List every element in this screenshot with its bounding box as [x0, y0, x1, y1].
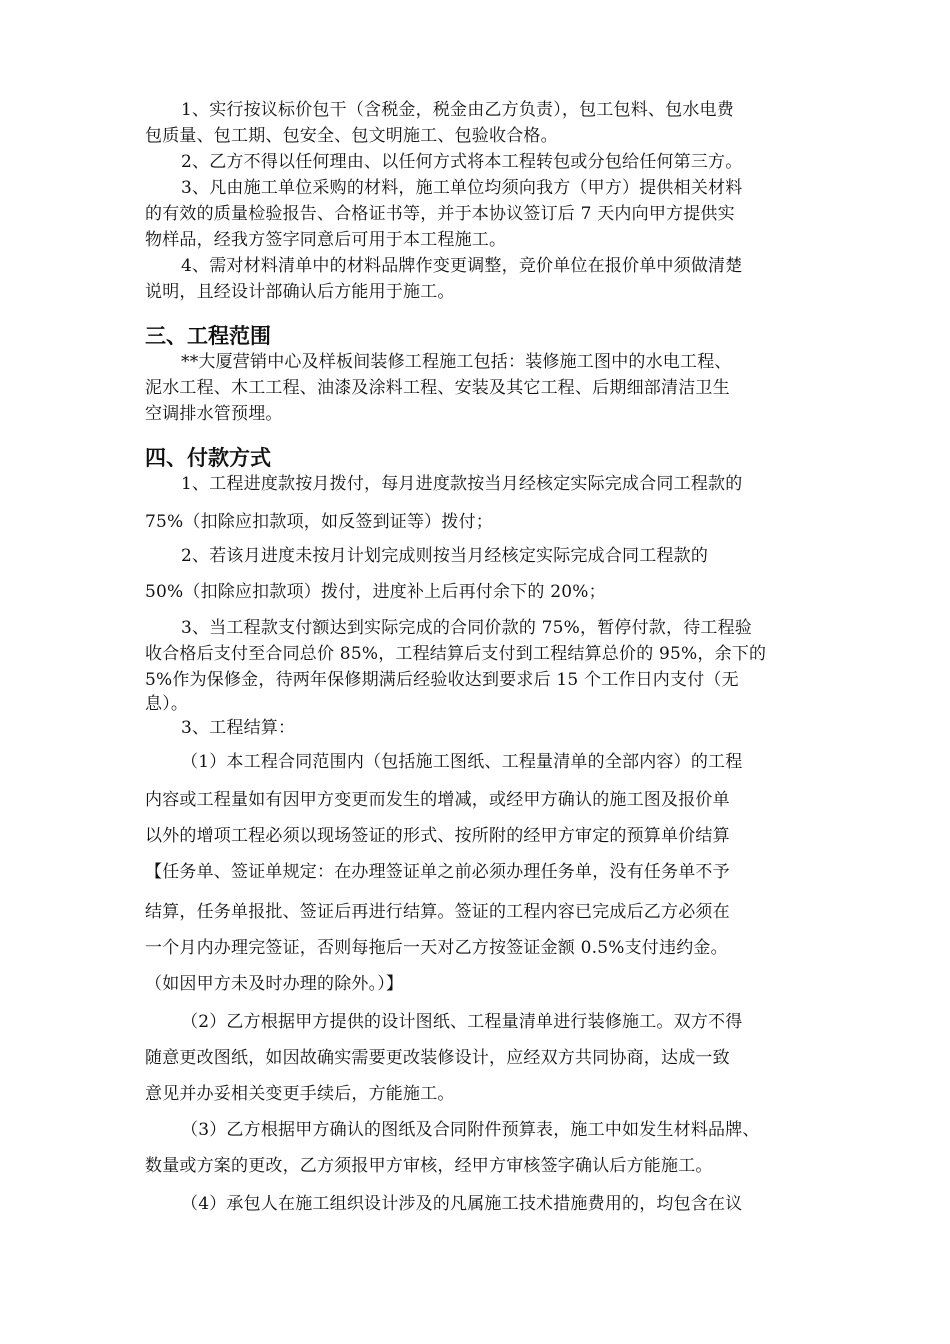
scope-line-2: 泥水工程、木工工程、油漆及涂料工程、安装及其它工程、后期细部清洁卫生 [145, 378, 730, 398]
settlement-2-line-2: 随意更改图纸，如因故确实需要更改装修设计，应经双方共同协商，达成一致 [145, 1048, 730, 1068]
payment-line-7: 5%作为保修金，待两年保修期满后经验收达到要求后 15 个工作日内支付（无 [145, 670, 739, 690]
section-heading-scope: 三、工程范围 [145, 324, 271, 348]
payment-line-3: 2、若该月进度未按月计划完成则按当月经核定实际完成合同工程款的 [181, 546, 709, 566]
scope-line-3: 空调排水管预埋。 [145, 404, 283, 424]
payment-line-5: 3、当工程款支付额达到实际完成的合同价款的 75%，暂停付款，待工程验 [181, 618, 753, 638]
settlement-heading: 3、工程结算： [181, 718, 296, 738]
payment-line-8: 息）。 [145, 694, 189, 714]
scope-line-1: **大厦营销中心及样板间装修工程施工包括：装修施工图中的水电工程、 [181, 352, 732, 372]
settlement-2-line-3: 意见并办妥相关变更手续后，方能施工。 [145, 1084, 455, 1104]
settlement-4-line-1: （4）承包人在施工组织设计涉及的凡属施工技术措施费用的，均包含在议 [181, 1194, 743, 1214]
clause-3-line-2: 的有效的质量检验报告、合格证书等，并于本协议签订后 7 天内向甲方提供实 [145, 204, 735, 224]
payment-line-6: 收合格后支付至合同总价 85%，工程结算后支付到工程结算总价的 95%，余下的 [145, 644, 767, 664]
section-heading-payment: 四、付款方式 [145, 446, 271, 470]
settlement-1-line-7: （如因甲方未及时办理的除外。）】 [145, 974, 404, 994]
clause-2-line-1: 2、乙方不得以任何理由、以任何方式将本工程转包或分包给任何第三方。 [181, 152, 743, 172]
settlement-3-line-1: （3）乙方根据甲方确认的图纸及合同附件预算表，施工中如发生材料品牌、 [181, 1120, 760, 1140]
clause-4-line-2: 说明，且经设计部确认后方能用于施工。 [145, 282, 455, 302]
payment-line-1: 1、工程进度款按月拨付，每月进度款按当月经核定实际完成合同工程款的 [181, 474, 743, 494]
payment-line-2: 75%（扣除应扣款项，如反签到证等）拨付； [145, 512, 493, 532]
clause-1-line-1: 1、实行按议标价包干（含税金，税金由乙方负责），包工包料、包水电费 [181, 100, 734, 120]
settlement-1-line-2: 内容或工程量如有因甲方变更而发生的增减，或经甲方确认的施工图及报价单 [145, 790, 730, 810]
settlement-1-line-6: 一个月内办理完签证，否则每拖后一天对乙方按签证金额 0.5%支付违约金。 [145, 938, 728, 958]
clause-4-line-1: 4、需对材料清单中的材料品牌作变更调整，竞价单位在报价单中须做清楚 [181, 256, 743, 276]
settlement-1-line-4: 【任务单、签证单规定：在办理签证单之前必须办理任务单，没有任务单不予 [145, 862, 730, 882]
clause-3-line-3: 物样品，经我方签字同意后可用于本工程施工。 [145, 230, 507, 250]
settlement-1-line-1: （1）本工程合同范围内（包括施工图纸、工程量清单的全部内容）的工程 [181, 752, 743, 772]
settlement-3-line-2: 数量或方案的更改，乙方须报甲方审核，经甲方审核签字确认后方能施工。 [145, 1156, 713, 1176]
settlement-1-line-5: 结算，任务单报批、签证后再进行结算。签证的工程内容已完成后乙方必须在 [145, 902, 730, 922]
payment-line-4: 50%（扣除应扣款项）拨付，进度补上后再付余下的 20%； [145, 582, 606, 602]
clause-1-line-2: 包质量、包工期、包安全、包文明施工、包验收合格。 [145, 126, 558, 146]
clause-3-line-1: 3、凡由施工单位采购的材料，施工单位均须向我方（甲方）提供相关材料 [181, 178, 743, 198]
settlement-1-line-3: 以外的增项工程必须以现场签证的形式、按所附的经甲方审定的预算单价结算 [145, 826, 730, 846]
settlement-2-line-1: （2）乙方根据甲方提供的设计图纸、工程量清单进行装修施工。双方不得 [181, 1012, 743, 1032]
